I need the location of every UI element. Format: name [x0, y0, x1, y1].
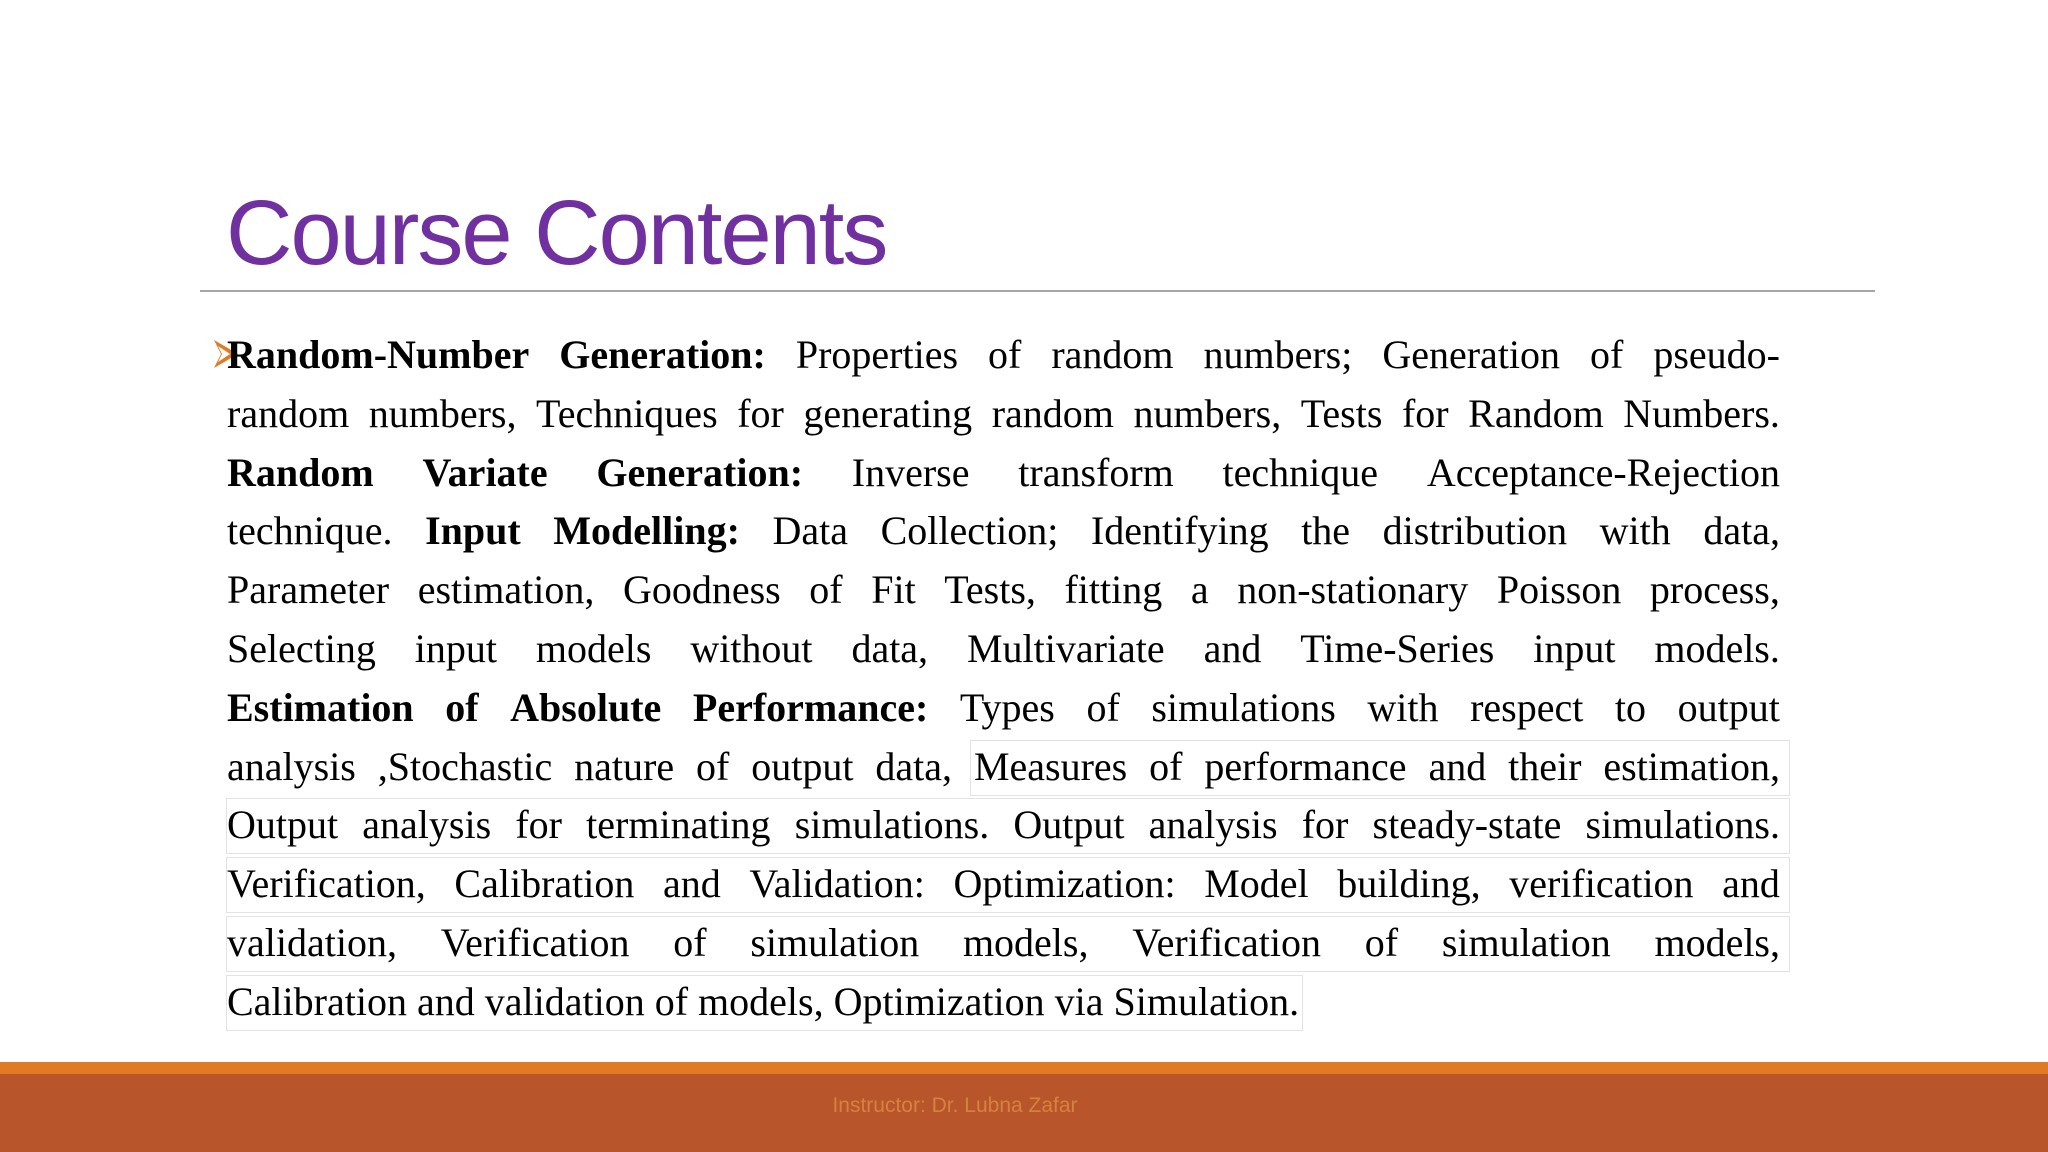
body-word: Identifying: [1090, 508, 1269, 554]
body-word: simulations: [1151, 684, 1336, 730]
body-word: data,: [875, 743, 953, 789]
heading-word: Absolute: [510, 684, 662, 730]
heading-word: Random-Number: [227, 332, 530, 377]
body-word: simulations.: [794, 802, 990, 848]
body-word: with: [1599, 508, 1671, 554]
text-line: [227, 502, 1780, 561]
body-word: of: [1364, 919, 1399, 965]
body-word: random: [227, 390, 350, 436]
body-word: data,: [851, 625, 929, 671]
body-word: non-stationary: [1237, 567, 1469, 613]
body-word: transform: [1018, 449, 1174, 495]
body-word: and: [1203, 625, 1262, 671]
body-word: building,: [1337, 861, 1481, 907]
body-word: validation,: [227, 919, 397, 965]
body-word: Random: [1468, 390, 1604, 436]
body-word: input: [1533, 625, 1616, 671]
text-line: [227, 620, 1780, 679]
body-word: Goodness: [622, 567, 781, 613]
body-word: data,: [1703, 508, 1780, 554]
body-word: Model: [1204, 861, 1309, 907]
body-word: with: [1367, 684, 1439, 730]
body-word: Output: [1013, 802, 1125, 848]
body-word: Verification: [440, 919, 630, 965]
body-word: input: [414, 625, 497, 671]
body-word: of: [809, 567, 843, 613]
heading-word: of: [445, 684, 479, 730]
body-word: technique.: [227, 508, 393, 554]
body-word: estimation,: [417, 567, 595, 613]
body-word: of: [1149, 743, 1183, 789]
text-line: [227, 326, 1780, 385]
body-word: Acceptance-Rejection: [1426, 449, 1780, 495]
body-word: to: [1614, 684, 1647, 730]
body-word: numbers;: [1203, 332, 1353, 377]
body-word: Fit: [871, 567, 916, 613]
body-word: Multivariate: [966, 625, 1165, 671]
body-word: Collection;: [880, 508, 1059, 554]
body-word: Validation:: [749, 861, 925, 907]
body-word: Simulation.: [1113, 978, 1300, 1024]
body-word: models,: [1654, 919, 1780, 965]
body-word: Optimization: [833, 978, 1045, 1024]
body-word: fitting: [1064, 567, 1163, 613]
body-word: a: [1190, 567, 1209, 613]
body-word: their: [1508, 743, 1582, 789]
body-word: without: [690, 625, 813, 671]
body-word: Data: [772, 508, 848, 554]
body-word: Calibration: [227, 978, 407, 1024]
body-word: Types: [959, 684, 1055, 730]
body-word: Selecting: [227, 625, 376, 671]
heading-word: Generation:: [559, 332, 766, 377]
body-word: Optimization:: [953, 861, 1176, 907]
body-word: for: [737, 390, 784, 436]
body-word: verification: [1509, 861, 1694, 907]
text-line: [227, 444, 1780, 503]
body-word: Time-Series: [1300, 625, 1495, 671]
body-word: of: [988, 332, 1022, 377]
body-word: output: [751, 743, 854, 789]
body-word: pseudo-: [1653, 332, 1780, 377]
body-word: distribution: [1382, 508, 1568, 554]
body-word: and: [416, 978, 475, 1024]
body-word: random: [1051, 332, 1174, 377]
footer-stripe: [0, 1062, 2048, 1074]
body-word: Parameter: [227, 567, 390, 613]
body-word: the: [1301, 508, 1351, 554]
heading-word: Estimation: [227, 684, 414, 730]
title-divider: [200, 290, 1875, 292]
body-word: random: [991, 390, 1114, 436]
body-word: numbers,: [368, 390, 517, 436]
heading-word: Variate: [422, 449, 548, 495]
body-word: Verification: [1132, 919, 1322, 965]
body-word: models,: [698, 978, 824, 1024]
body-word: Poisson: [1496, 567, 1622, 613]
text-line: [227, 914, 1780, 973]
text-line: [227, 385, 1780, 444]
body-word: Verification,: [227, 861, 426, 907]
body-word: for: [515, 802, 562, 848]
body-word: process,: [1649, 567, 1780, 613]
body-word: technique: [1222, 449, 1379, 495]
body-word: analysis: [227, 743, 356, 789]
heading-word: Generation:: [596, 449, 804, 495]
text-line: [227, 679, 1780, 738]
body-word: output: [1677, 684, 1780, 730]
slide-title: Course Contents: [226, 182, 887, 284]
body-word: validation: [484, 978, 645, 1024]
body-word: Techniques: [536, 390, 718, 436]
heading-word: Input: [425, 508, 521, 554]
body-word: and: [662, 861, 721, 907]
body-word: Measures: [973, 743, 1128, 789]
body-word: of: [696, 743, 730, 789]
body-word: estimation,: [1603, 743, 1780, 789]
body-word: Generation: [1382, 332, 1561, 377]
text-line: [227, 738, 1780, 797]
course-contents-body: [227, 326, 1780, 1032]
body-word: via: [1054, 978, 1104, 1024]
body-word: ,Stochastic: [377, 743, 553, 789]
body-word: of: [673, 919, 707, 965]
body-word: simulations.: [1585, 802, 1780, 848]
body-word: models.: [1654, 625, 1780, 671]
text-line: [227, 561, 1780, 620]
body-word: analysis: [362, 802, 492, 848]
body-word: and: [1428, 743, 1487, 789]
heading-word: Modelling:: [553, 508, 740, 554]
body-word: Tests: [1300, 390, 1383, 436]
body-word: simulation: [750, 919, 920, 965]
body-word: for: [1301, 802, 1349, 848]
text-line: [227, 973, 1780, 1032]
body-word: of: [654, 978, 689, 1024]
body-word: simulation: [1441, 919, 1611, 965]
body-word: steady-state: [1372, 802, 1562, 848]
body-word: Numbers.: [1623, 390, 1780, 436]
body-word: nature: [574, 743, 675, 789]
body-word: of: [1086, 684, 1120, 730]
heading-word: Performance:: [692, 684, 929, 730]
body-word: numbers,: [1133, 390, 1282, 436]
body-word: generating: [803, 390, 973, 436]
body-word: performance: [1204, 743, 1407, 789]
footer-instructor: Instructor: Dr. Lubna Zafar: [832, 1094, 1078, 1117]
body-word: models: [535, 625, 652, 671]
text-line: [227, 796, 1780, 855]
body-word: models,: [962, 919, 1089, 965]
body-word: Properties: [795, 332, 959, 377]
body-word: analysis: [1148, 802, 1278, 848]
body-word: and: [1722, 861, 1780, 907]
body-word: of: [1590, 332, 1624, 377]
body-word: for: [1401, 390, 1449, 436]
body-word: Tests,: [944, 567, 1036, 613]
body-word: respect: [1470, 684, 1584, 730]
body-word: terminating: [586, 802, 771, 848]
text-line: [227, 855, 1780, 914]
body-word: Calibration: [454, 861, 635, 907]
body-word: Output: [227, 802, 339, 848]
heading-word: Random: [227, 449, 374, 495]
body-word: Inverse: [851, 449, 970, 495]
